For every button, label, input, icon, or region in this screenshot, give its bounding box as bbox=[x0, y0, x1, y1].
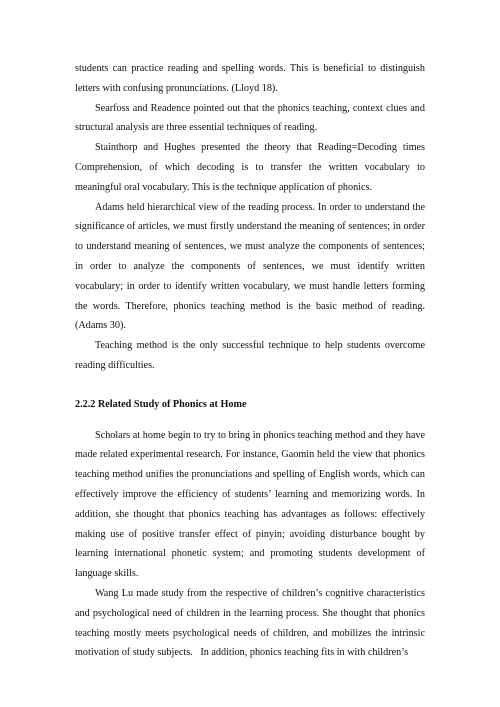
paragraph-6: Scholars at home begin to try to bring in phonics teaching method and they have made related experimental research. For instance, Gaomin held the view that phonics teaching method unifies the pronunciations and spelling of English words, which can effectively improve the efficiency of students’ learning and memorizing words. In addition, she thought that phonics teaching has advantages as follows: effectively making use of positive transfer effect of pinyin; avoiding disturbance bought by learning international phonetic system; and promoting students development of language skills. bbox=[75, 429, 425, 580]
paragraph-1: students can practice reading and spelling words. This is beneficial to distinguish letters with confusing pronunciations. (Lloyd 18). bbox=[75, 63, 425, 94]
paragraph-2: Searfoss and Readence pointed out that the phonics teaching, context clues and structural analysis are three essential techniques of reading. bbox=[75, 102, 425, 134]
section-heading: 2.2.2 Related Study of Phonics at Home bbox=[75, 398, 247, 410]
paragraph-3: Stainthorp and Hughes presented the theory that Reading=Decoding times Comprehension, of which decoding is to transfer the written vocabulary to meaningful oral vocabulary. This is the technique application of phonics. bbox=[75, 142, 425, 193]
paragraph-7: Wang Lu made study from the respective of children’s cognitive characteristics and psychological need of children in the learning process. She thought that phonics teaching mostly meets psychological needs of children, and mobilizes the intrinsic motivation of study subjects. In addition, phonics teaching fits in with children’s bbox=[75, 587, 425, 659]
paragraph-5: Teaching method is the only successful technique to help students overcome reading difficulties. bbox=[75, 340, 425, 371]
paragraph-4: Adams held hierarchical view of the reading process. In order to understand the significance of articles, we must firstly understand the meaning of sentences; in order to understand meaning of sentences, we must analyze the components of sentences; in order to analyze the components of sentences, we must identify written vocabulary; in order to identify written vocabulary, we must handle letters forming the words. Therefore, phonics teaching method is the basic method of reading. (Adams 30). bbox=[75, 201, 425, 332]
page-body bbox=[75, 59, 425, 663]
